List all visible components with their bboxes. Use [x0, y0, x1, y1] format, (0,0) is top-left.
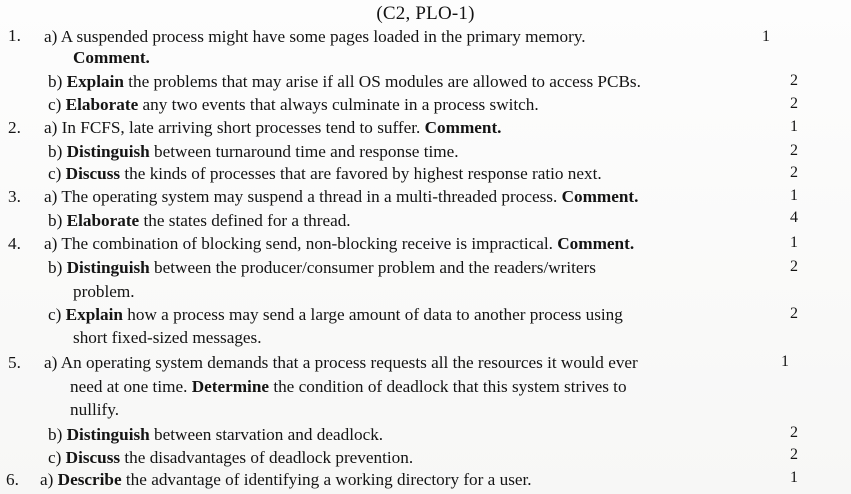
question-mark: 2 — [790, 446, 798, 463]
question-text: a) The operating system may suspend a thread in a multi-threaded process. Comment. — [44, 187, 639, 206]
question-mark: 2 — [790, 95, 798, 112]
question-mark: 1 — [762, 28, 770, 45]
question-mark: 2 — [790, 142, 798, 159]
question-text: c) Discuss the kinds of processes that are favored by highest response ratio next. — [48, 164, 602, 183]
question-mark: 2 — [790, 424, 798, 441]
question-mark: 4 — [790, 209, 798, 226]
question-text: c) Discuss the disadvantages of deadlock prevention. — [48, 448, 414, 467]
question-mark: 2 — [790, 258, 798, 275]
question-text: a) The combination of blocking send, non-blocking receive is impractical. Comment. — [44, 234, 635, 253]
question-number: 6. — [6, 470, 19, 489]
question-mark: 1 — [790, 118, 798, 135]
question-text: c) Elaborate any two events that always culminate in a process switch. — [48, 95, 539, 114]
question-text: need at one time. Determine the condition of deadlock that this system strives to — [70, 377, 627, 396]
question-mark: 2 — [790, 164, 798, 181]
question-mark: 1 — [790, 187, 798, 204]
question-mark: 1 — [781, 353, 789, 370]
question-text: b) Distinguish between the producer/consumer problem and the readers/writers — [48, 258, 596, 277]
question-mark: 2 — [790, 305, 798, 322]
question-text: Comment. — [73, 48, 150, 67]
question-mark: 1 — [790, 234, 798, 251]
question-mark: 2 — [790, 72, 798, 89]
question-text: a) An operating system demands that a process requests all the resources it would ever — [44, 353, 638, 372]
question-text: short fixed-sized messages. — [73, 328, 262, 347]
question-number: 3. — [8, 187, 21, 206]
question-text: c) Explain how a process may send a large amount of data to another process using — [48, 305, 623, 324]
question-text: problem. — [73, 282, 135, 301]
question-text: b) Distinguish between starvation and deadlock. — [48, 425, 384, 444]
question-number: 2. — [8, 118, 21, 137]
question-number: 5. — [8, 353, 21, 372]
question-text: a) A suspended process might have some pages loaded in the primary memory. — [44, 27, 586, 46]
question-text: a) Describe the advantage of identifying a working directory for a user. — [40, 470, 532, 489]
question-text: nullify. — [70, 400, 120, 419]
question-text: b) Distinguish between turnaround time and response time. — [48, 142, 459, 161]
question-mark: 1 — [790, 469, 798, 486]
question-text: a) In FCFS, late arriving short processes tend to suffer. Comment. — [44, 118, 502, 137]
question-text: b) Explain the problems that may arise if all OS modules are allowed to access PCBs. — [48, 72, 641, 91]
question-text: b) Elaborate the states defined for a thread. — [48, 211, 351, 230]
question-number: 4. — [8, 234, 21, 253]
page-header: (C2, PLO-1) — [376, 3, 475, 24]
question-number: 1. — [8, 26, 21, 45]
